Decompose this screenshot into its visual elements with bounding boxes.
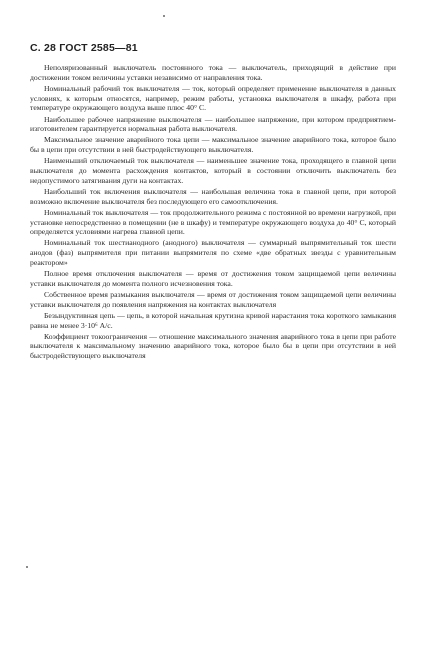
definition-paragraph: Наибольшее рабочее напряжение выключателя — наибольшее напряжение, при котором предприятием-изготовителем гарантируется нормальная работа выключателя. — [30, 114, 396, 134]
definition-paragraph: Номинальный ток выключателя — ток продолжительного режима с постоянной во времени нагрузкой, при установке непосредственно в помещении (не в шкафу) и температуре окружающего воздуха до 40° С, который определяется условиями нагрева главной цепи. — [30, 207, 396, 237]
definition-paragraph: Максимальное значение аварийного тока цепи — максимальное значение аварийного тока, которое было бы в цепи при отсутствии в ней быстродействующего выключателя. — [30, 135, 396, 155]
definition-paragraph: Наибольший ток включения выключателя — наибольшая величина тока в главной цепи, при которой возможно включение выключателя без последующего его самоотключения. — [30, 186, 396, 206]
definition-paragraph: Коэффициент токоограничения — отношение максимального значения аварийного тока в цепи при работе выключателя к максимальному значению аварийного тока, которое было бы в цепи при отсутствии в ней быстродействующего выключателя — [30, 331, 396, 361]
definition-paragraph: Безындуктивная цепь — цепь, в которой начальная крутизна кривой нарастания тока короткого замыкания равна не менее 3·10⁶ А/с. — [30, 310, 396, 330]
scan-speck-top — [163, 15, 165, 17]
definition-paragraph: Номинальный ток шестианодного (анодного) выключателя — суммарный выпрямительный ток шести анодов (фаз) выпрямителя при питании выпрямителя по схеме «две обратных звезды с уравнительным реактором» — [30, 238, 396, 267]
page-header: С. 28 ГОСТ 2585—81 — [30, 42, 138, 54]
definition-paragraph: Полное время отключения выключателя — время от достижения током защищаемой цепи величины уставки выключателя до момента полного исчезновения тока. — [30, 269, 396, 288]
scan-speck-bottom — [26, 566, 28, 568]
definition-paragraph: Собственное время размыкания выключателя — время от достижения током защищаемой цепи величины уставки выключателя до появления напряжения на контактах выключателя — [30, 289, 396, 309]
definition-paragraph: Неполяризованный выключатель постоянного тока — выключатель, приходящий в действие при достижении током величины уставки независимо от направления тока. — [30, 63, 396, 82]
document-body — [30, 63, 396, 362]
definition-paragraph: Наименьший отключаемый ток выключателя — наименьшее значение тока, проходящего в главной цепи выключателя до момента расхождения контактов, который в состоянии отключить выключатель без недопустимого затягивания дуги на контактах. — [30, 156, 396, 185]
definition-paragraph: Номинальный рабочий ток выключателя — ток, который определяет применение выключателя в данных условиях, к которым относятся, например, режим работы, установка выключателя в шкафу, работа при температуре окружающего воздуха выше плюс 40° С. — [30, 83, 396, 113]
